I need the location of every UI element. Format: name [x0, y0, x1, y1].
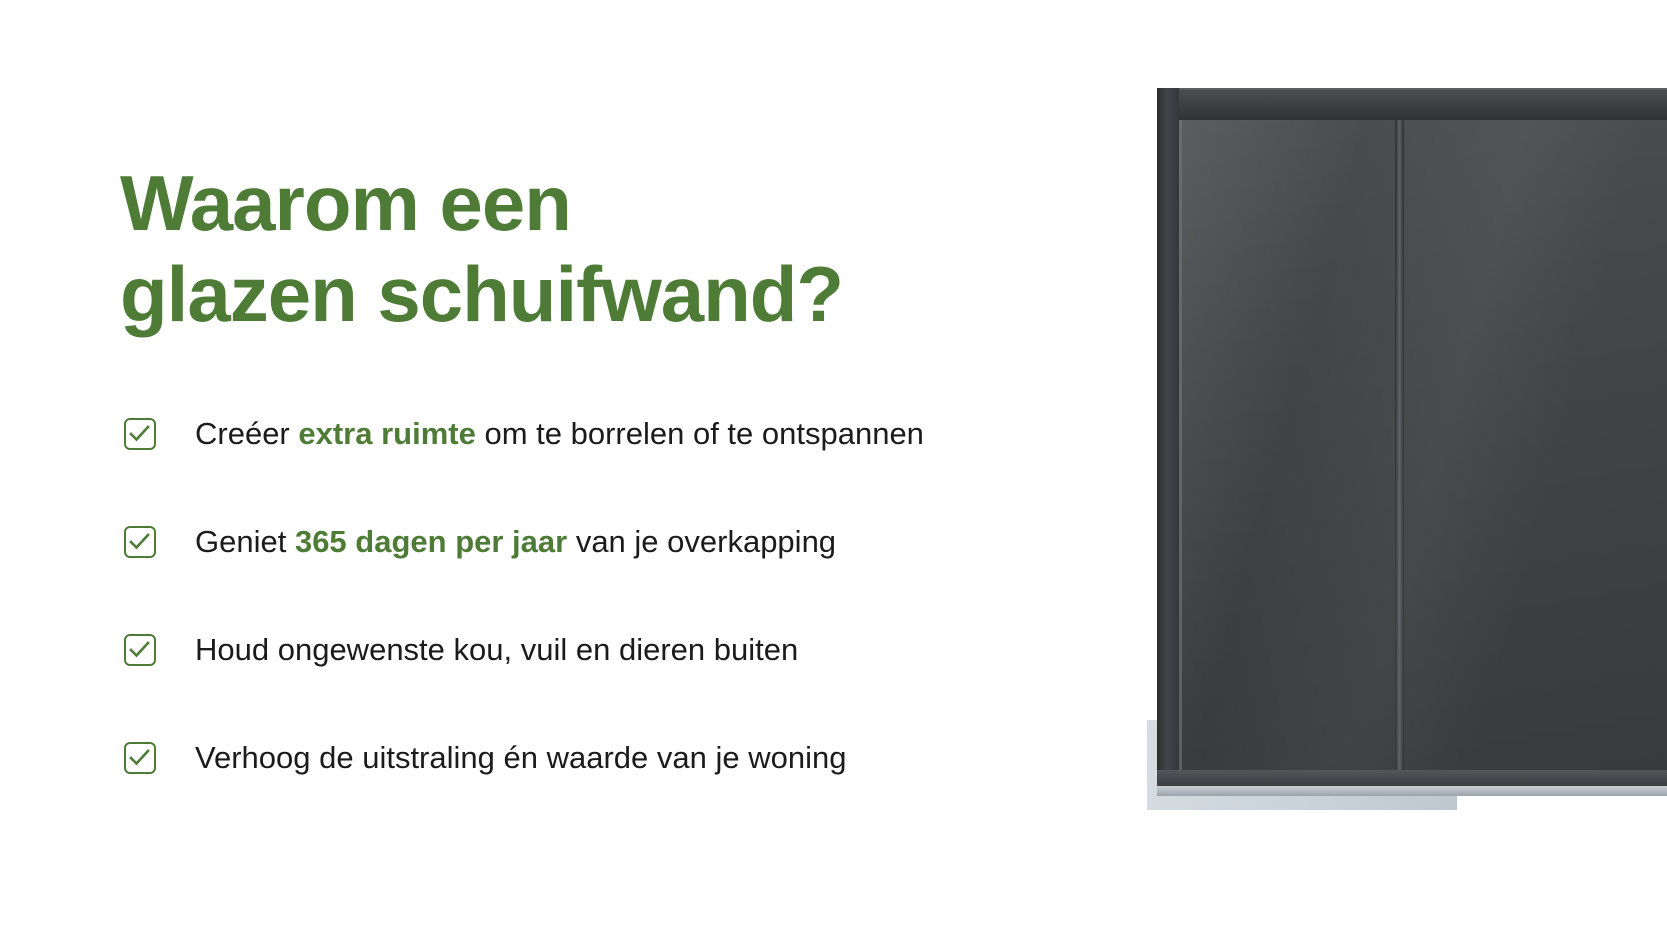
- checkbox-checked-icon: [124, 742, 156, 774]
- list-item: [124, 488, 1124, 596]
- list-item-label: [195, 739, 846, 776]
- left-frame-post: [1157, 88, 1179, 794]
- list-item-text-highlight-1: extra ruimte: [298, 416, 476, 452]
- list-item-text-plain-2: van je overkapping: [567, 524, 837, 560]
- list-item-text-plain-1: Creéer: [195, 416, 299, 452]
- checkbox-checked-icon: [124, 418, 156, 450]
- glass-panel-right: [1400, 120, 1667, 770]
- list-item-label: [195, 631, 798, 668]
- glass-panel-left: [1179, 120, 1400, 770]
- list-item-text-plain-1: Geniet: [195, 524, 295, 560]
- list-item-text-highlight-1: 365 dagen per jaar: [294, 524, 568, 560]
- list-item: [124, 380, 1124, 488]
- checkbox-checked-icon: [124, 526, 156, 558]
- page-title-line-1: Waarom een: [120, 159, 571, 248]
- list-item-text-plain-1: Houd ongewenste kou, vuil en dieren buiten: [195, 632, 799, 668]
- list-item-label: [195, 415, 924, 452]
- bottom-rail-lip: [1157, 786, 1667, 796]
- page-title-line-2: glazen schuifwand?: [120, 249, 844, 338]
- top-frame-beam: [1157, 88, 1667, 122]
- list-item-text-plain-1: Verhoog de uitstraling én waarde van je woning: [195, 740, 847, 776]
- benefits-list: [124, 380, 1124, 812]
- list-item: [124, 596, 1124, 704]
- glass-sliding-wall-photo: [1147, 0, 1667, 938]
- glass-panels: [1179, 120, 1667, 770]
- checkbox-checked-icon: [124, 634, 156, 666]
- list-item-text-plain-2: om te borrelen of te ontspannen: [475, 416, 924, 452]
- list-item: [124, 704, 1124, 812]
- list-item-label: [195, 523, 836, 560]
- page-title: [120, 158, 1020, 339]
- panel-mullion: [1395, 120, 1404, 770]
